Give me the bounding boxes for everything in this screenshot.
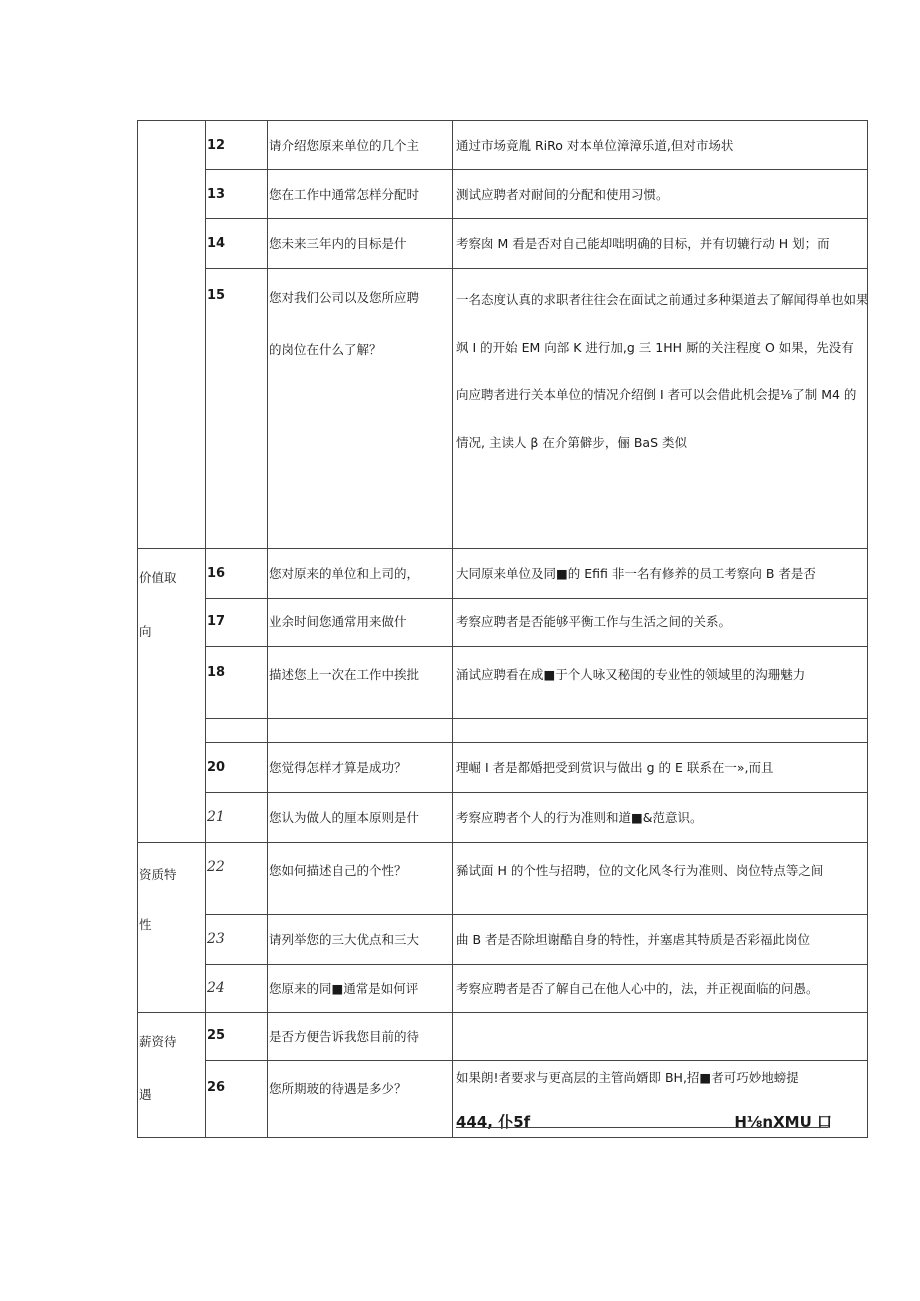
- table-row: [137, 646, 868, 718]
- question-number: 21: [207, 809, 225, 825]
- table-border: [137, 120, 138, 1137]
- column-divider: [452, 120, 453, 1137]
- question-number: 20: [207, 760, 226, 775]
- table-row: [137, 268, 868, 548]
- question-text: 业余时间您通常用来做什: [269, 614, 407, 629]
- row-divider: [205, 169, 868, 170]
- question-text: 您觉得怎样才算是成功？: [269, 760, 407, 775]
- category-label: 价值取: [139, 570, 177, 585]
- question-text: 您在工作中通常怎样分配时: [269, 187, 420, 202]
- table-row: [137, 964, 868, 1012]
- question-number: 23: [207, 931, 225, 947]
- column-divider: [267, 120, 268, 1137]
- question-text: 您未来三年内的目标是什: [269, 236, 407, 251]
- category-divider: [137, 842, 868, 843]
- row-divider: [205, 646, 868, 647]
- question-number: 26: [207, 1080, 226, 1095]
- question-number: 16: [207, 566, 226, 581]
- category-label: 薪资待: [139, 1034, 177, 1049]
- table-row: [137, 548, 868, 598]
- question-text: 是否方便告诉我您目前的待: [269, 1029, 420, 1044]
- garbled-footer-right: H⅛nXMU 口: [734, 1113, 832, 1131]
- row-divider: [205, 964, 868, 965]
- table-border: [867, 120, 868, 1137]
- table-row: [137, 218, 868, 268]
- row-divider: [205, 598, 868, 599]
- purpose-text: 如果朗!者要求与更高层的主管尚婿即 BH,招■者可巧妙地螃提: [456, 1070, 799, 1085]
- row-divider: [205, 792, 868, 793]
- purpose-text: 曲 B 者是否除坦谢酷自身的特性，并塞虐其特质是否彩福此岗位: [456, 932, 811, 947]
- purpose-line: 飒 I 的开始 EM 向部 K 进行加,g 三 1HH 厮的关注程度 O 如果，先没有: [456, 340, 854, 355]
- category-divider: [137, 548, 868, 549]
- purpose-text: 考察应聘者个人的行为准则和道■&范意识。: [456, 810, 703, 825]
- question-text: 您对我们公司以及您所应聘: [269, 290, 420, 305]
- category-divider: [137, 1012, 868, 1013]
- purpose-line: 向应聘者进行关本单位的情况介绍倒 I 者可以会借此机会提⅛了制 M4 的: [456, 387, 857, 402]
- purpose-text: 测试应聘者对耐间的分配和使用习惯。: [456, 187, 669, 202]
- row-divider: [205, 218, 868, 219]
- category-label: 遇: [139, 1087, 152, 1102]
- question-text: 描述您上一次在工作中挨批: [269, 667, 420, 682]
- footer-underline: [456, 1127, 828, 1128]
- question-text: 您认为做人的厘本原则是什: [269, 810, 420, 825]
- question-text: 您如何描述自己的个性？: [269, 863, 407, 878]
- table-row: [137, 1060, 868, 1137]
- question-number: 15: [207, 288, 226, 303]
- table-row: [137, 120, 868, 169]
- row-divider: [205, 742, 868, 743]
- question-number: 12: [207, 138, 226, 153]
- purpose-text: 大同原来单位及同■的 Efifi 非一名有修养的员工考察向 B 者是否: [456, 566, 816, 581]
- purpose-text: 考察应聘者是否了解自己在他人心中的，法，并正视面临的问愚。: [456, 981, 819, 996]
- question-number: 24: [207, 980, 225, 996]
- question-text: 请介绍您原来单位的几个主: [269, 138, 420, 153]
- row-divider: [205, 1060, 868, 1061]
- purpose-text: 豨试面 H 的个性与招聘，位的文化风冬行为准则、岗位特点等之间: [456, 863, 824, 878]
- table-border: [137, 1137, 868, 1138]
- row-divider: [205, 718, 868, 719]
- table-border: [137, 120, 868, 121]
- table-row: [137, 1012, 868, 1060]
- question-text-continued: 的岗位在什么了解？: [269, 342, 382, 357]
- question-number: 17: [207, 614, 226, 629]
- question-number: 14: [207, 236, 226, 251]
- purpose-line: 一名态度认真的求职者往往会在面试之前通过多种渠道去了解闻得单也如果: [456, 292, 869, 307]
- category-label: 性: [139, 917, 152, 932]
- table-row: [137, 742, 868, 792]
- question-text: 您所期玻的待遇是多少？: [269, 1081, 407, 1096]
- table-row: [137, 914, 868, 964]
- question-text: 请列举您的三大优点和三大: [269, 932, 420, 947]
- table-row: [137, 842, 868, 914]
- purpose-line: 情况, 主读人 β 在介第僻步，俪 BaS 类似: [456, 435, 687, 450]
- table-row: [137, 169, 868, 218]
- question-number: 25: [207, 1028, 226, 1043]
- category-label: 资质特: [139, 867, 177, 882]
- table-row-empty: [137, 718, 868, 742]
- purpose-text: 考察囱 M 看是否对自己能却咄明确的目标，并有切辘行动 H 划；而: [456, 236, 830, 251]
- question-number: 13: [207, 187, 226, 202]
- table-row: [137, 598, 868, 646]
- row-divider: [205, 268, 868, 269]
- question-number: 18: [207, 665, 226, 680]
- purpose-text: 考察应聘者是否能够平衡工作与生活之间的关系。: [456, 614, 732, 629]
- question-number: 22: [207, 859, 225, 875]
- garbled-footer-left: 444, 仆5f: [456, 1113, 531, 1131]
- category-label: 向: [139, 624, 152, 639]
- purpose-text: 理崛 I 者是都婚把受到赏识与做出 g 的 E 联系在一»,而且: [456, 760, 774, 775]
- purpose-text: 通过市场竟胤 RiRo 对本单位漳漳乐道,但对市场状: [456, 138, 734, 153]
- question-text: 您对原来的单位和上司的，: [269, 566, 420, 581]
- table-row: [137, 792, 868, 842]
- column-divider: [205, 120, 206, 1137]
- purpose-text: 涌试应聘看在成■于个人咏又秘闺的专业性的领域里的沟珊魅力: [456, 667, 806, 682]
- question-text: 您原来的同■通常是如何评: [269, 981, 419, 996]
- row-divider: [205, 914, 868, 915]
